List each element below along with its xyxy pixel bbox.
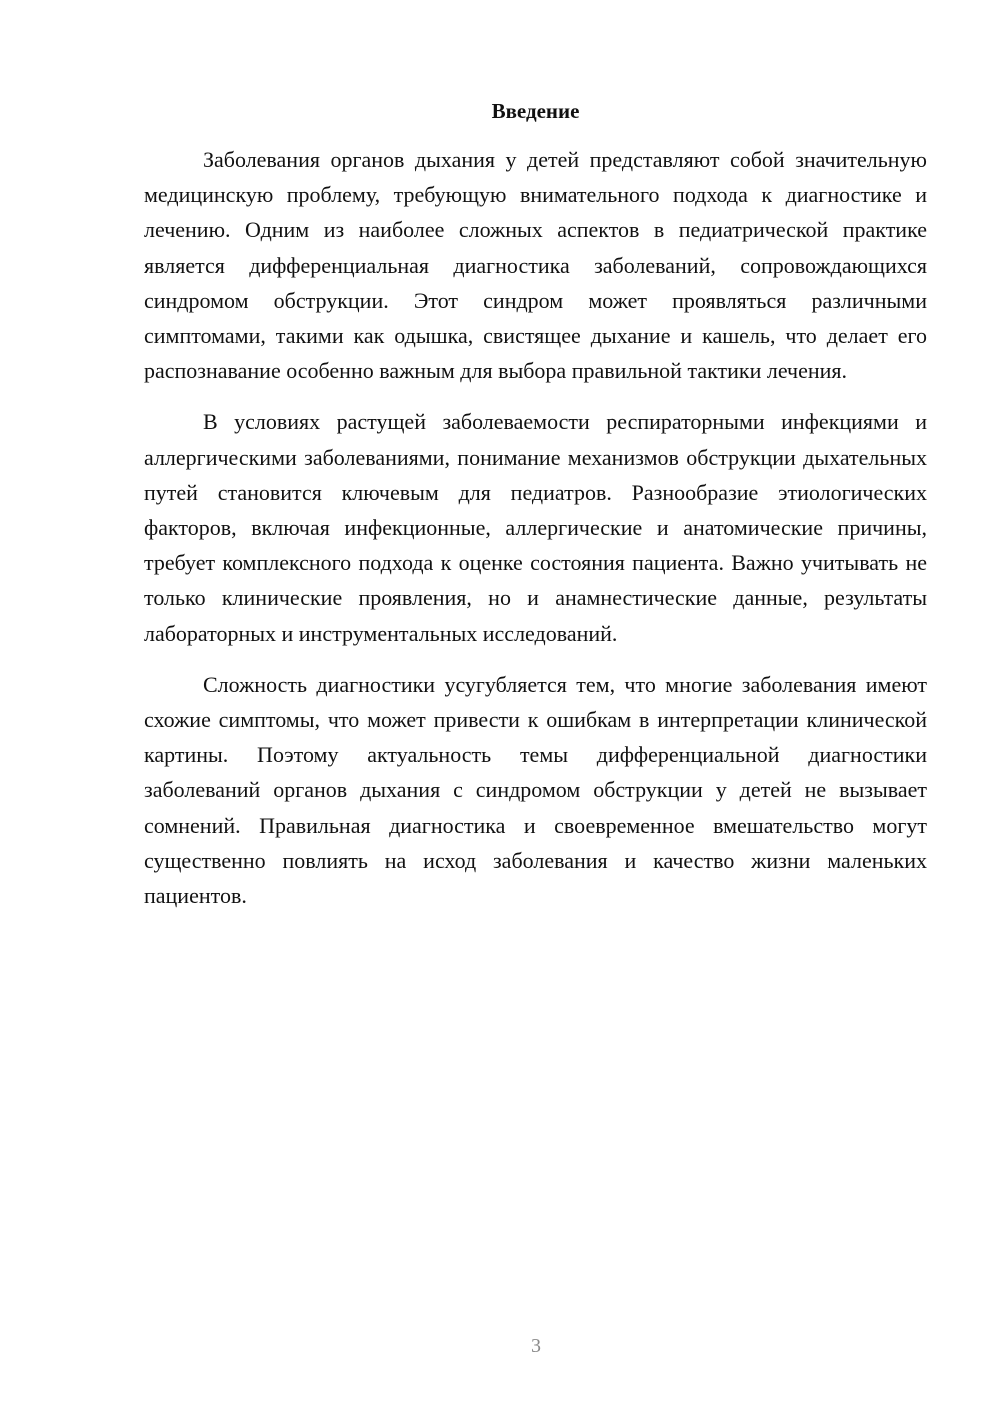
paragraph-3: Сложность диагностики усугубляется тем, что многие заболевания имеют схожие симптомы, что может привести к ошибкам в интерпретации клинической картины. Поэтому актуальность темы дифференциальной диагностики заболеваний органов дыхания с синдромом обструкции у детей не вызывает сомнений. Правильная диагностика и своевременное вмешательство могут существенно повлиять на исход заболевания и качество жизни маленьких пациентов. [144,671,927,909]
section-heading: Введение [491,99,580,123]
paragraph-1: Заболевания органов дыхания у детей представляют собой значительную медицинскую проблему, требующую внимательного подхода к диагностике и лечению. Одним из наиболее сложных аспектов в педиатрической практике является дифференциальная диагностика заболеваний, сопровождающихся синдромом обструкции. Этот синдром может проявляться различными симптомами, такими как одышка, свистящее дыхание и кашель, что делает его распознавание особенно важным для выбора правильной тактики лечения. [144,147,927,384]
paragraph-2: В условиях растущей заболеваемости респираторными инфекциями и аллергическими заболеваниями, понимание механизмов обструкции дыхательных путей становится ключевым для педиатров. Разнообразие этиологических факторов, включая инфекционные, аллергические и анатомические причины, требует комплексного подхода к оценке состояния пациента. Важно учитывать не только клинические проявления, но и анамнестические данные, результаты лабораторных и инструментальных исследований. [144,409,927,646]
page-number: 3 [531,1335,541,1357]
page-content [144,96,927,929]
